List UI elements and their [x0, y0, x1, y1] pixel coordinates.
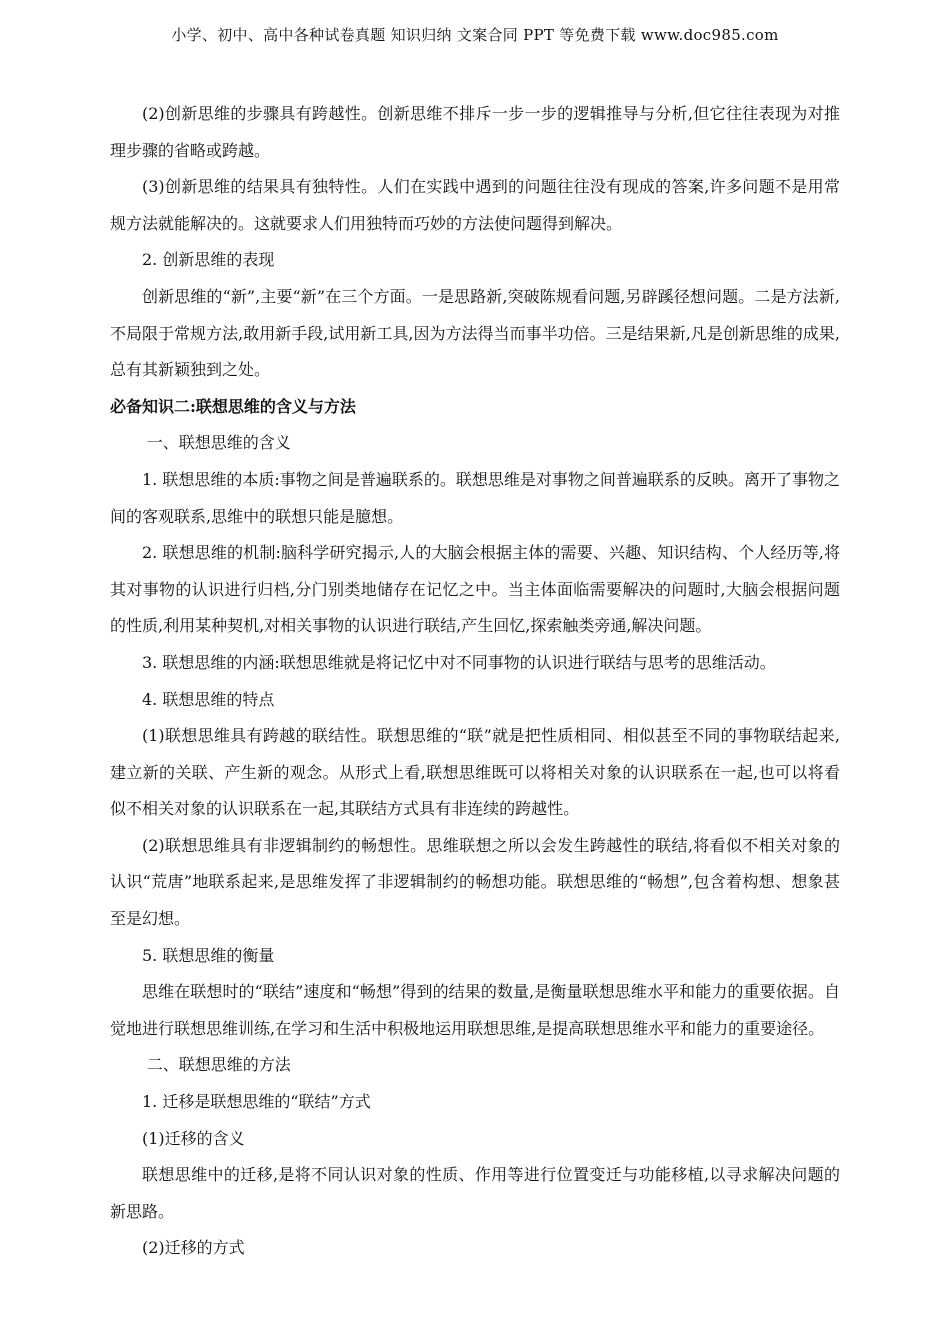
paragraph-feature-linking: (1)联想思维具有跨越的联结性。联想思维的“联”就是把性质相同、相似甚至不同的事物联结起来,建立新的关联、产生新的观念。从形式上看,联想思维既可以将相关对象的认识联系在一起,也可以将看似不相关对象的认识联系在一起,其联结方式具有非连续的跨越性。 — [110, 726, 840, 819]
heading-association-methods: 二、联想思维的方法 — [146, 1055, 291, 1075]
section-title-knowledge-two: 必备知识二:联想思维的含义与方法 — [110, 396, 356, 416]
heading-innovation-manifestation: 2. 创新思维的表现 — [142, 250, 275, 270]
heading-association-features: 4. 联想思维的特点 — [142, 689, 275, 709]
paragraph-association-essence: 1. 联想思维的本质:事物之间是普遍联系的。联想思维是对事物之间普遍联系的反映。离开了事物之间的客观联系,思维中的联想只能是臆想。 — [110, 469, 840, 526]
paragraph-feature-imagination: (2)联想思维具有非逻辑制约的畅想性。思维联想之所以会发生跨越性的联结,将看似不相关对象的认识“荒唐”地联系起来,是思维发挥了非逻辑制约的畅想功能。联想思维的“畅想”,包含着构想、想象甚至是幻想。 — [110, 835, 840, 929]
heading-association-meaning: 一、联想思维的含义 — [146, 433, 291, 453]
heading-transfer-meaning: (1)迁移的含义 — [142, 1128, 245, 1148]
paragraph-association-connotation: 3. 联想思维的内涵:联想思维就是将记忆中对不同事物的认识进行联结与思考的思维活动。 — [142, 652, 776, 672]
paragraph-step-leap: (2)创新思维的步骤具有跨越性。创新思维不排斥一步一步的逻辑推导与分析,但它往往表现为对推理步骤的省略或跨越。 — [110, 104, 840, 160]
paragraph-association-mechanism: 2. 联想思维的机制:脑科学研究揭示,人的大脑会根据主体的需要、兴趣、知识结构、个人经历等,将其对事物的认识进行归档,分门别类地储存在记忆之中。当主体面临需要解决的问题时,大脑会根据问题的性质,利用某种契机,对相关事物的认识进行联结,产生回忆,探索触类旁通,解决问题。 — [110, 543, 840, 636]
heading-association-measure: 5. 联想思维的衡量 — [142, 945, 275, 965]
page-header: 小学、初中、高中各种试卷真题 知识归纳 文案合同 PPT 等免费下载 www.doc985.com — [171, 26, 779, 44]
paragraph-transfer-meaning: 联想思维中的迁移,是将不同认识对象的性质、作用等进行位置变迁与功能移植,以寻求解决问题的新思路。 — [110, 1165, 840, 1221]
heading-transfer-ways: (2)迁移的方式 — [142, 1238, 245, 1258]
paragraph-innovation-new: 创新思维的“新”,主要“新”在三个方面。一是思路新,突破陈规看问题,另辟蹊径想问题。二是方法新,不局限于常规方法,敢用新手段,试用新工具,因为方法得当而事半功倍。三是结果新,凡是创新思维的成果,总有其新颖独到之处。 — [110, 286, 840, 380]
document-body — [110, 96, 840, 1267]
paragraph-measure-content: 思维在联想时的“联结”速度和“畅想”得到的结果的数量,是衡量联想思维水平和能力的重要依据。自觉地进行联想思维训练,在学习和生活中积极地运用联想思维,是提高联想思维水平和能力的重要途径。 — [110, 982, 840, 1038]
paragraph-result-unique: (3)创新思维的结果具有独特性。人们在实践中遇到的问题往往没有现成的答案,许多问题不是用常规方法就能解决的。这就要求人们用独特而巧妙的方法使问题得到解决。 — [110, 177, 840, 233]
heading-transfer-linking: 1. 迁移是联想思维的“联结”方式 — [142, 1092, 371, 1112]
